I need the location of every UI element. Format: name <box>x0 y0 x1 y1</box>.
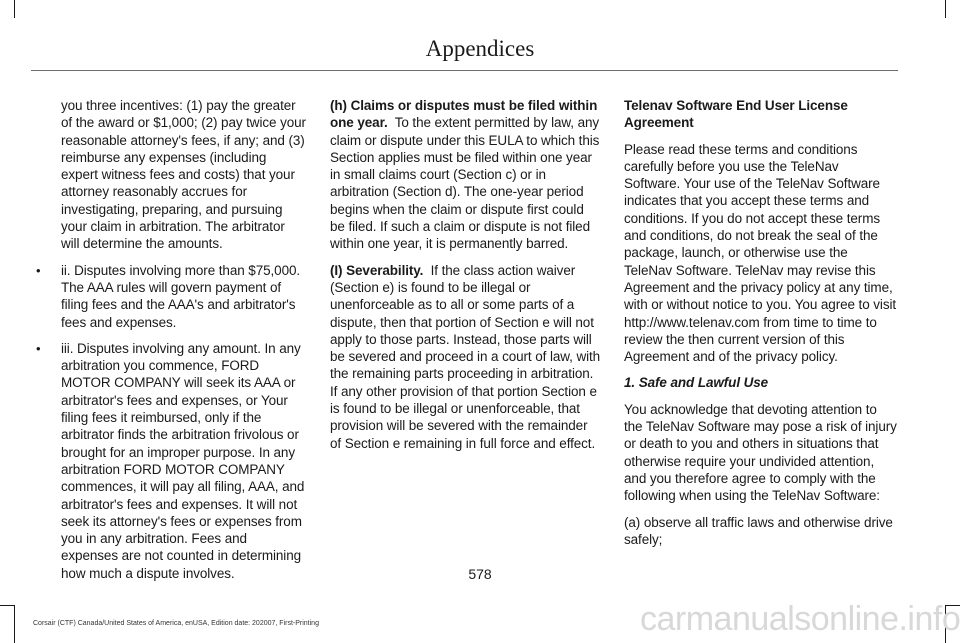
section-i-paragraph <box>330 262 602 452</box>
watermark-text: carmanualsonline.info <box>640 600 960 638</box>
eula-intro-paragraph: Please read these terms and conditions carefully before you use the TeleNav Software. Your use of the TeleNav Software indicates that you accept these terms and conditions. If you do not accept these terms and conditions, do not break the seal of the package, launch, or otherwise use the TeleNav Software. TeleNav may revise this Agreement and the privacy policy at any time, with or without notice to you. You agree to visit http://www.telenav.com from time to time to review the then current version of this Agreement and of the privacy policy. <box>624 141 897 365</box>
section-h-paragraph <box>330 97 602 253</box>
column-middle <box>330 97 602 461</box>
column-left <box>31 97 306 591</box>
list-item <box>31 262 306 331</box>
eula-heading: Telenav Software End User License Agreement <box>624 98 848 131</box>
crop-mark-bottom-left-v <box>14 605 15 643</box>
list-item-text: ii. Disputes involving more than $75,000. The AAA rules will govern payment of filing fees and the AAA's and arbitrator's fees and expenses. <box>61 262 301 330</box>
crop-mark-top-left-v <box>14 0 15 18</box>
page-title: Appendices <box>425 36 535 61</box>
page-number: 578 <box>468 566 492 582</box>
bullet-icon: • <box>36 340 41 356</box>
column-right <box>624 97 898 557</box>
header-divider <box>31 70 898 71</box>
section-i-body: If the class action waiver (Section e) is found to be illegal or unenforceable as to all or some parts of a dispute, then that portion of Section e will not apply to those parts. Instead, those parts will be severed and proceed in a court of law, with the remaining parts proceeding in arbitration. If any other provision of that portion Section e is found to be illegal or unenforceable, that provision will be severed with the remainder of Section e remaining in full force and effect. <box>330 262 601 451</box>
safe-use-paragraph: You acknowledge that devoting attention to the TeleNav Software may pose a risk of injury or death to you and others in situations that otherwise require your undivided attention, and you therefore agree to comply with the following when using the TeleNav Software: <box>624 401 897 504</box>
section-h-body: To the extent permitted by law, any claim or dispute under this EULA to which this Section applies must be filed within one year in small claims court (Section c) or in arbitration (Section d). The one-year period begins when the claim or dispute first could be filed. If such a claim or dispute is not filed within one year, it is permanently barred. <box>330 115 600 252</box>
section-h-heading: (h) Claims or disputes must be filed within one year. <box>330 98 598 131</box>
safe-use-heading: 1. Safe and Lawful Use <box>624 375 769 391</box>
list-item-text: iii. Disputes involving any amount. In any arbitration you commence, FORD MOTOR COMPANY will seek its AAA or arbitrator's fees and expenses, or Your filing fees it reimbursed, only if the arbitrator finds the arbitration frivolous or brought for an improper purpose. In any arbitration FORD MOTOR COMPANY commences, it will pay all filing, AAA, and arbitrator's fees and expenses. It will not seek its attorney's fees or expenses from you in any arbitration. Fees and expenses are not counted in determining how much a dispute involves. <box>61 340 305 581</box>
incentives-paragraph: you three incentives: (1) pay the greater of the award or $1,000; (2) pay twice your reasonable attorney's fees, if any; and (3) reimburse any expenses (including expert witness fees and costs) that your attorney reasonably accrues for investigating, preparing, and pursuing your claim in arbitration. The arbitrator will determine the amounts. <box>61 98 306 252</box>
bullet-icon: • <box>36 262 41 278</box>
list-item <box>31 340 306 582</box>
section-i-heading: (I) Severability. <box>330 262 424 278</box>
footer-edition-text: Corsair (CTF) Canada/United States of America, enUSA, Edition date: 202007, First-Printing <box>33 620 319 627</box>
crop-mark-bottom-left-h <box>0 605 14 606</box>
crop-mark-top-right-v <box>945 0 946 18</box>
traffic-laws-paragraph: (a) observe all traffic laws and otherwise drive safely; <box>624 514 893 547</box>
